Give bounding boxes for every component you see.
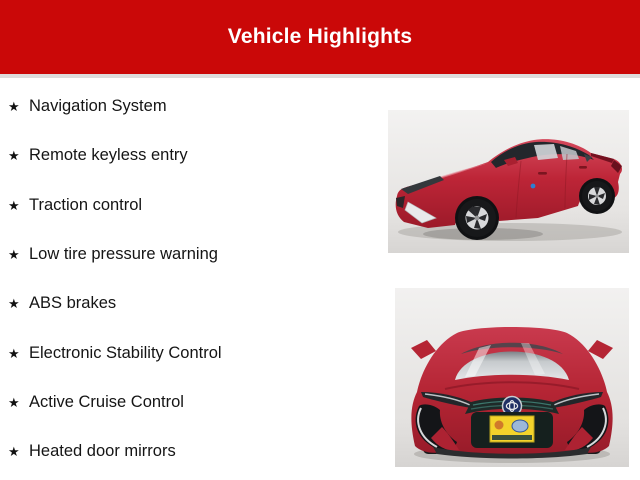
feature-item [8,230,368,279]
feature-label: Navigation System [29,97,167,116]
feature-label: Low tire pressure warning [29,245,218,264]
feature-label: Traction control [29,195,143,214]
page-title: Vehicle Highlights [227,25,413,48]
feature-label: Heated door mirrors [29,442,176,461]
feature-item [8,279,368,328]
feature-item [8,427,368,476]
star-icon: ★ [8,247,20,263]
feature-list [8,82,368,476]
feature-label: Active Cruise Control [29,392,184,411]
star-icon: ★ [8,345,20,361]
feature-item [8,82,368,131]
feature-label: ABS brakes [29,294,117,313]
car-side-illustration [388,110,629,253]
title-banner [0,0,640,78]
star-icon: ★ [8,197,20,213]
vehicle-photo-side-view [388,110,629,253]
feature-item [8,181,368,230]
feature-label: Electronic Stability Control [29,343,222,362]
feature-item [8,328,368,377]
feature-item [8,378,368,427]
star-icon: ★ [8,99,20,115]
feature-item [8,131,368,180]
vehicle-photo-front-view [395,288,629,467]
star-icon: ★ [8,394,20,410]
star-icon: ★ [8,148,20,164]
star-icon: ★ [8,296,20,312]
feature-label: Remote keyless entry [29,146,188,165]
car-front-illustration [395,288,629,467]
star-icon: ★ [8,444,20,460]
